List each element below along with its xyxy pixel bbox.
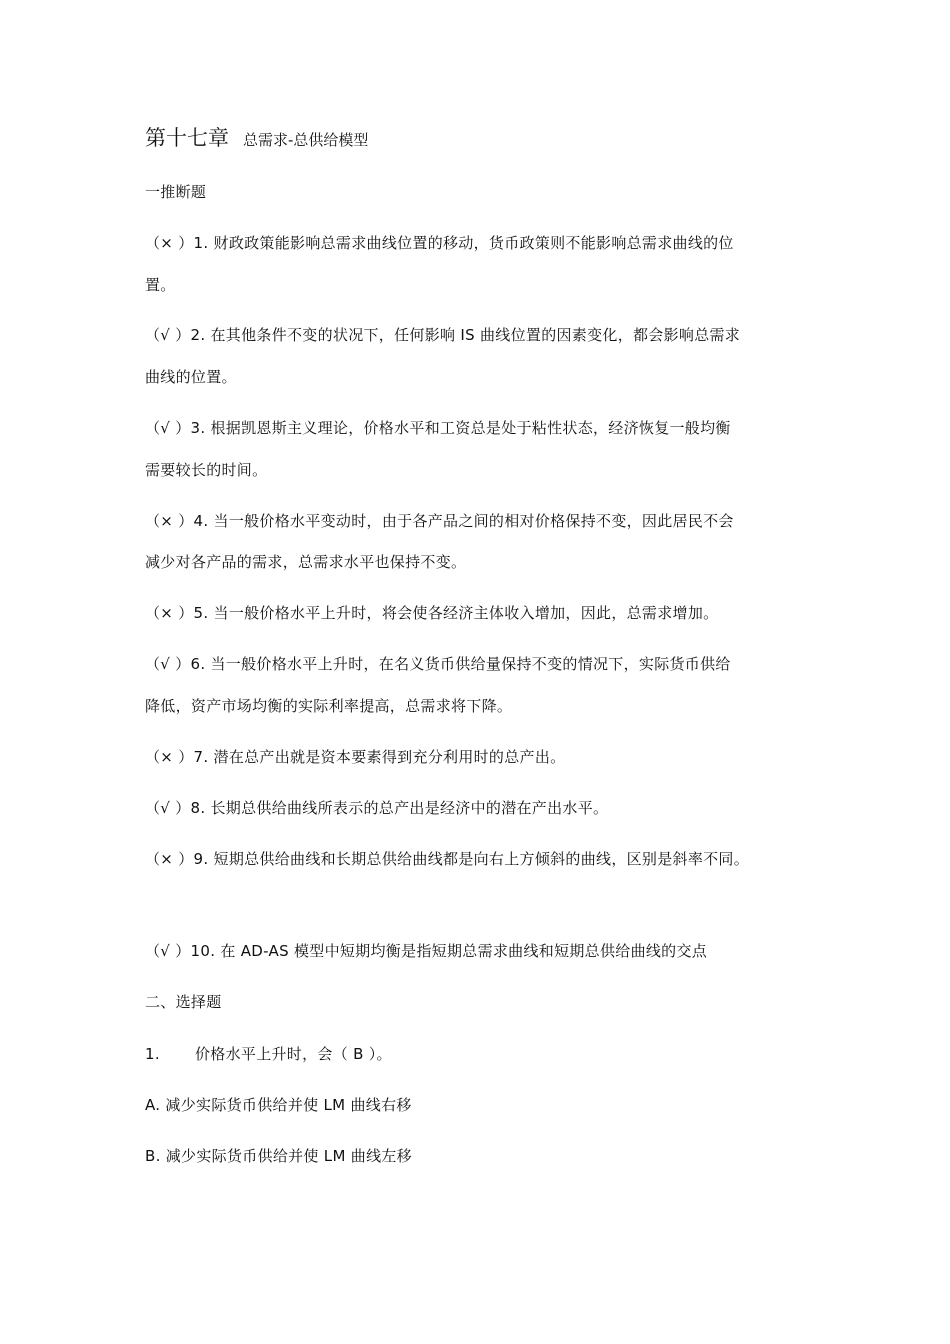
option-b: B. 减少实际货币供给并使 LM 曲线左移 [145, 1147, 412, 1165]
question-1-number: 1. [145, 1045, 160, 1063]
judgment-7-line-1: （× ）7. 潜在总产出就是资本要素得到充分利用时的总产出。 [145, 748, 566, 766]
chapter-topic: 总需求-总供给模型 [243, 131, 369, 149]
judgment-1-line-1: （× ）1. 财政政策能影响总需求曲线位置的移动，货币政策则不能影响总需求曲线的位 [145, 234, 734, 252]
judgment-4-line-2: 减少对各产品的需求，总需求水平也保持不变。 [145, 553, 467, 571]
judgment-9-line-1: （× ）9. 短期总供给曲线和长期总供给曲线都是向右上方倾斜的曲线，区别是斜率不同。 [145, 850, 750, 868]
judgment-10-line-1: （√ ）10. 在 AD-AS 模型中短期均衡是指短期总需求曲线和短期总供给曲线的交点 [145, 942, 708, 960]
section-heading-judgment: 一推断题 [145, 183, 207, 201]
judgment-6-line-1: （√ ）6. 当一般价格水平上升时，在名义货币供给量保持不变的情况下，实际货币供给 [145, 655, 731, 673]
judgment-4-line-1: （× ）4. 当一般价格水平变动时，由于各产品之间的相对价格保持不变，因此居民不会 [145, 512, 734, 530]
judgment-2-line-1: （√ ）2. 在其他条件不变的状况下，任何影响 IS 曲线位置的因素变化，都会影响总需求 [145, 326, 741, 344]
judgment-2-line-2: 曲线的位置。 [145, 368, 237, 386]
chapter-number: 第十七章 [145, 126, 229, 150]
question-1 [145, 1044, 392, 1064]
question-1-text: 价格水平上升时，会（ B ）。 [195, 1045, 392, 1063]
chapter-title [145, 124, 368, 154]
judgment-6-line-2: 降低，资产市场均衡的实际利率提高，总需求将下降。 [145, 697, 513, 715]
judgment-1-line-2: 置。 [145, 276, 176, 294]
judgment-8-line-1: （√ ）8. 长期总供给曲线所表示的总产出是经济中的潜在产出水平。 [145, 799, 609, 817]
judgment-5-line-1: （× ）5. 当一般价格水平上升时，将会使各经济主体收入增加，因此，总需求增加。 [145, 604, 719, 622]
judgment-3-line-1: （√ ）3. 根据凯恩斯主义理论，价格水平和工资总是处于粘性状态，经济恢复一般均衡 [145, 419, 731, 437]
section-heading-choice: 二、选择题 [145, 993, 222, 1011]
option-a: A. 减少实际货币供给并使 LM 曲线右移 [145, 1096, 412, 1114]
judgment-3-line-2: 需要较长的时间。 [145, 461, 268, 479]
